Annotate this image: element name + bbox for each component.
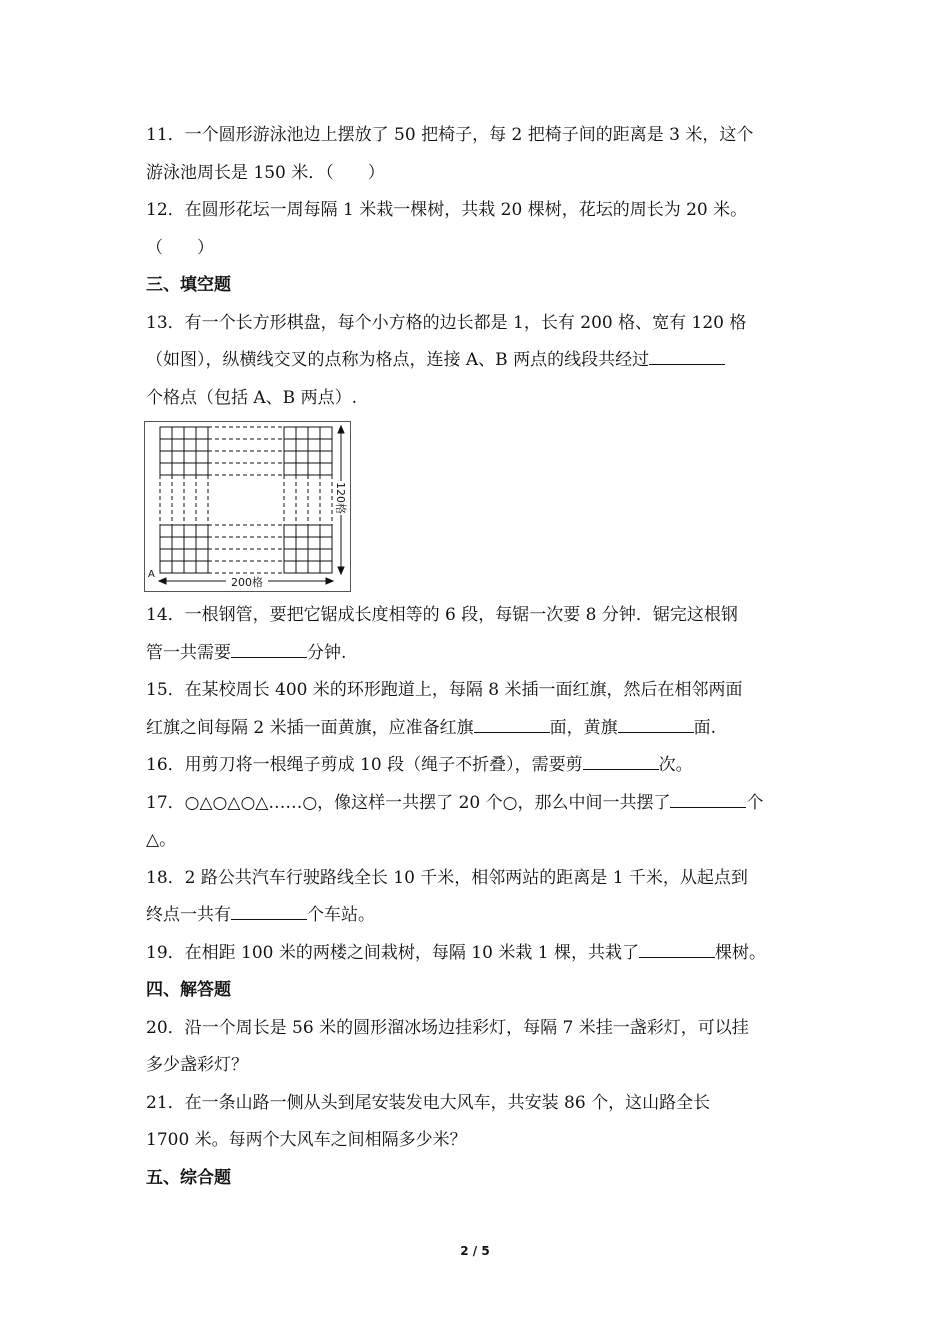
- q13-line3: 个格点（包括 A、B 两点）.: [146, 387, 357, 408]
- q14-line2-text-a: 管一共需要: [146, 642, 231, 663]
- q16-text-b: 次。: [658, 755, 693, 775]
- q15-line2-text-a: 红旗之间每隔 2 米插一面黄旗，应准备红旗: [146, 717, 474, 738]
- q16-line1: [146, 747, 808, 785]
- q21-line1: 21．在一条山路一侧从头到尾安装发电大风车，共安装 86 个，这山路全长: [146, 1092, 711, 1113]
- q13-line1: 13．有一个长方形棋盘，每个小方格的边长都是 1，长有 200 格、宽有 120 格: [146, 312, 747, 333]
- q20-line1: 20．沿一个周长是 56 米的圆形溜冰场边挂彩灯，每隔 7 米挂一盏彩灯，可以挂: [146, 1017, 749, 1038]
- width-label: 200格: [231, 576, 263, 589]
- chessboard-figure: [146, 417, 808, 597]
- q11-line1: 11．一个圆形游泳池边上摆放了 50 把椅子，每 2 把椅子间的距离是 3 米，这个: [146, 125, 754, 145]
- section-heading-comprehensive: 五、综合题: [146, 1167, 231, 1188]
- q15-line2-text-c: 面.: [693, 717, 717, 738]
- section-heading-fill-in: 三、填空题: [146, 275, 231, 295]
- document-body: [146, 117, 808, 1197]
- q13-line2-text: （如图），纵横线交叉的点称为格点，连接 A、B 两点的线段共经过: [146, 350, 650, 370]
- q18-line2: [146, 897, 808, 935]
- q14-line2: [146, 635, 808, 673]
- q17-line1: [146, 785, 808, 823]
- q15-line2-text-b: 面，黄旗: [549, 717, 618, 738]
- q16-text-a: 16．用剪刀将一根绳子剪成 10 段（绳子不折叠），需要剪: [146, 755, 583, 775]
- q18-line2-text-a: 终点一共有: [146, 905, 231, 925]
- q17-text-b: 个: [746, 792, 764, 813]
- q12-line2: （ ）: [146, 237, 214, 258]
- point-a-label: A: [148, 569, 155, 580]
- q12-line1: 12．在圆形花坛一周每隔 1 米栽一棵树，共栽 20 棵树，花坛的周长为 20 米。: [146, 200, 748, 220]
- q19-answer-blank[interactable]: [639, 943, 715, 958]
- page-number: 2 / 5: [460, 1244, 490, 1258]
- q18-answer-blank[interactable]: [231, 905, 307, 920]
- q18-line1: 18．2 路公共汽车行驶路线全长 10 千米，相邻两站的距离是 1 千米，从起点到: [146, 867, 748, 888]
- q15-answer-blank-yellow[interactable]: [618, 718, 694, 733]
- q14-line1: 14．一根钢管，要把它锯成长度相等的 6 段，每锯一次要 8 分钟．锯完这根钢: [146, 605, 738, 625]
- q15-answer-blank-red[interactable]: [474, 718, 550, 733]
- q17-line2: △。: [146, 830, 177, 850]
- q13-answer-blank[interactable]: [649, 350, 725, 365]
- q11-line2: 游泳池周长是 150 米．（ ）: [146, 162, 385, 183]
- q18-line2-text-b: 个车站。: [307, 905, 375, 925]
- q19-text-b: 棵树。: [714, 942, 766, 963]
- q17-text-a: 17．○△○△○△……○，像这样一共摆了 20 个○，那么中间一共摆了: [146, 792, 671, 813]
- q14-line2-text-b: 分钟.: [307, 642, 347, 663]
- q17-answer-blank[interactable]: [670, 793, 746, 808]
- chessboard-diagram: [144, 421, 354, 593]
- q16-answer-blank[interactable]: [583, 755, 659, 770]
- q13-line2: [146, 342, 808, 380]
- q19-text-a: 19．在相距 100 米的两楼之间栽树，每隔 10 米栽 1 棵，共栽了: [146, 942, 639, 963]
- height-label: 120格: [334, 482, 347, 514]
- section-heading-answer: 四、解答题: [146, 980, 231, 1000]
- q15-line2: [146, 710, 808, 748]
- q15-line1: 15．在某校周长 400 米的环形跑道上，每隔 8 米插一面红旗，然后在相邻两面: [146, 680, 743, 700]
- q20-line2: 多少盏彩灯？: [146, 1055, 248, 1075]
- q19-line1: [146, 935, 808, 973]
- q21-line2: 1700 米。每两个大风车之间相隔多少米？: [146, 1130, 467, 1150]
- q14-answer-blank[interactable]: [231, 643, 307, 658]
